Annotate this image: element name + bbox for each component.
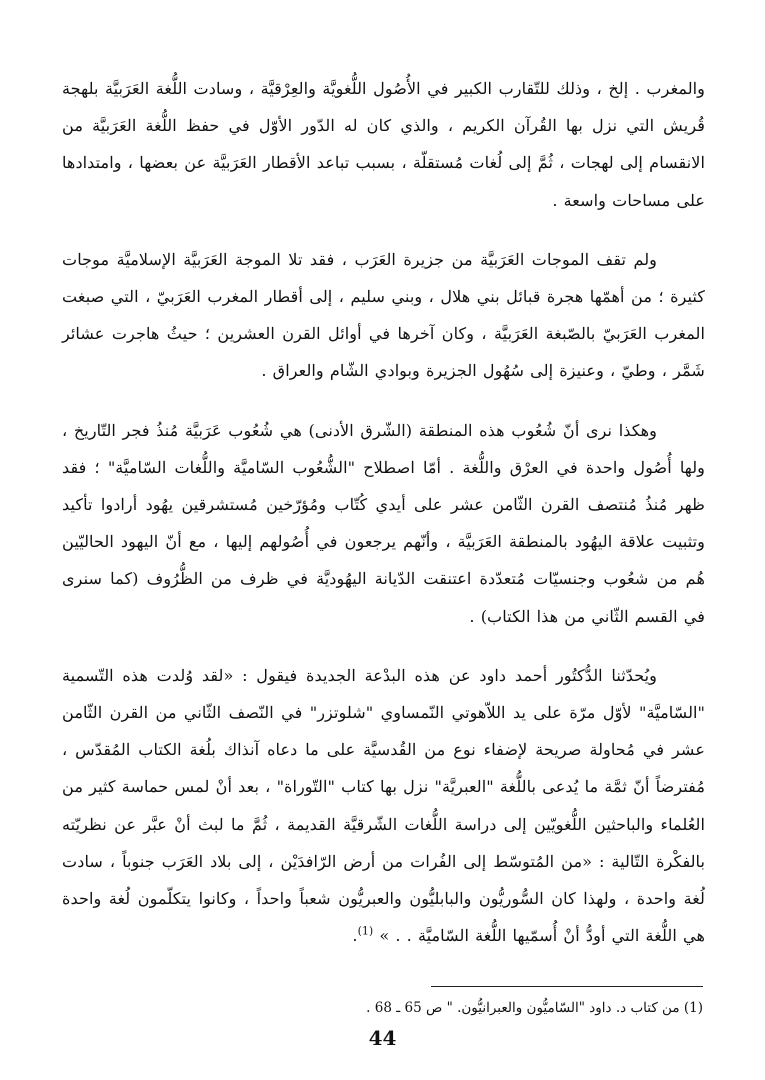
paragraph-2: ولم تقف الموجات العَرَبيَّة من جزيرة العَرَب ، فقد تلا الموجة العَرَبيَّة الإسلاميَّة موجات كثيرة ؛ من أهمّها هجرة قبائل بني هلال ، وبني سليم ، إلى أقطار المغرب العَرَبيّ ، التي صبغت المغرب العَرَبيّ بالصّبغة العَرَبيَّة ، وكان آخرها في أوائل القرن العشرين ؛ حيثُ هاجرت عشائر شَمَّر ، وطيّ ، وعنيزة إلى سُهُول الجزيرة وبوادي الشّام والعراق . [62,249,705,381]
footnote-divider [431,986,703,987]
page-number: 44 [368,1026,397,1050]
paragraph-3: وهكذا نرى أنّ شُعُوب هذه المنطقة (الشّرق الأدنى) هي شُعُوب عَرَبيَّة مُنذُ فجر التّاريخ ، ولها أُصُول واحدة في العرْق واللُّغة . أمّا اصطلاح "الشُّعُوب السّاميَّة واللُّغات السّاميَّة" ؛ فقد ظهر مُنذُ مُنتصف القرن الثّامن عشر على أيدي كُتّاب ومُؤرّخين مُستشرقين يهُود أرادوا تأكيد وتثبيت علاقة اليهُود بالمنطقة العَرَبيَّة ، وأنّهم يرجعون في أُصُولهم إليها ، مع أنّ اليهود الحاليّين هُم من شعُوب وجنسيّات مُتعدّدة اعتنقت الدّيانة اليهُوديَّة في ظرف من الظُّرُوف (كما سنرى في القسم الثّاني من هذا الكتاب) . [62,420,705,626]
footnote: (1) من كتاب د. داود "السّاميُّون والعبرانيُّون. " ص 65 ـ 68 . [366,1000,703,1016]
paragraph-4: ويُحدّثنا الدُّكتُور أحمد داود عن هذه البدْعة الجديدة فيقول : «لقد وُلدت هذه التّسمية "السّاميَّة" لأوّل مرّة على يد اللاّهوتي النّمساوي "شلوتزر" في النّصف الثّاني من القرن الثّامن عشر في مُحاولة صريحة لإضفاء نوع من القُدسيَّة على ما دعاه آنذاك بلُغة الكتاب المُقدّس ، مُفترضاً أنّ ثمَّة ما يُدعى باللُّغة "العبريَّة" نزل بها كتاب "التّوراة" ، بعد أنْ لمس حماسة كثير من العُلماء والباحثين اللُّغويّين إلى دراسة اللُّغات الشّرقيَّة القديمة ، ثُمَّ ما لبث أنْ عبَّر عن نظريّته بالفكْرة التّالية : «من المُتوسّط إلى الفُرات من أرض الرّافدَيْن ، إلى بلاد العَرَب جنوباً ، سادت لُغة واحدة ، ولهذا كان السُّوريُّون والبابليُّون والعبريُّون شعباً واحداً ، وكانوا يتكلّمون لُغة واحدة هي اللُّغة التي أودُّ أنْ أُسمّيها اللُّغة السّاميَّة . . » $^{(1)}$. [62,665,705,946]
footnote-reference[interactable]: (1) [357,924,374,938]
page-body [62,70,705,976]
paragraph-1: والمغرب . إلخ ، وذلك للتّقارب الكبير في الأُصُول اللُّغويَّة والعِرْقيَّة ، وسادت اللُّغة العَرَبيَّة بلهجة قُريش التي نزل بها القُرآن الكريم ، والذي كان له الدّور الأوّل في حفظ اللُّغة العَرَبيَّة من الانقسام إلى لهجات ، ثُمَّ إلى لُغات مُستقلّة ، بسبب تباعد الأقطار العَرَبيَّة عن بعضها ، وامتدادها على مساحات واسعة . [62,79,705,210]
paragraph-4-text: ويُحدّثنا الدُّكتُور أحمد داود عن هذه البدْعة الجديدة فيقول : «لقد وُلدت هذه التّسمية "السّاميَّة" لأوّل مرّة على يد اللاّهوتي النّمساوي "شلوتزر" في النّصف الثّاني من القرن الثّامن عشر في مُحاولة صريحة لإضفاء نوع من القُدسيَّة على ما دعاه آنذاك بلُغة الكتاب المُقدّس ، مُفترضاً أنّ ثمَّة ما يُدعى باللُّغة "العبريَّة" نزل بها كتاب "التّوراة" ، بعد أنْ لمس حماسة كثير من العُلماء والباحثين اللُّغويّين إلى دراسة اللُّغات الشّرقيَّة القديمة ، ثُمَّ ما لبث أنْ عبَّر عن نظريّته بالفكْرة التّالية : «من المُتوسّط إلى الفُرات من أرض الرّافدَيْن ، إلى بلاد العَرَب جنوباً ، سادت لُغة واحدة ، ولهذا كان السُّوريُّون والبابليُّون والعبريُّون شعباً واحداً ، وكانوا يتكلّمون لُغة واحدة هي اللُّغة التي أودُّ أنْ أُسمّيها اللُّغة السّاميَّة . . » [62,665,705,946]
